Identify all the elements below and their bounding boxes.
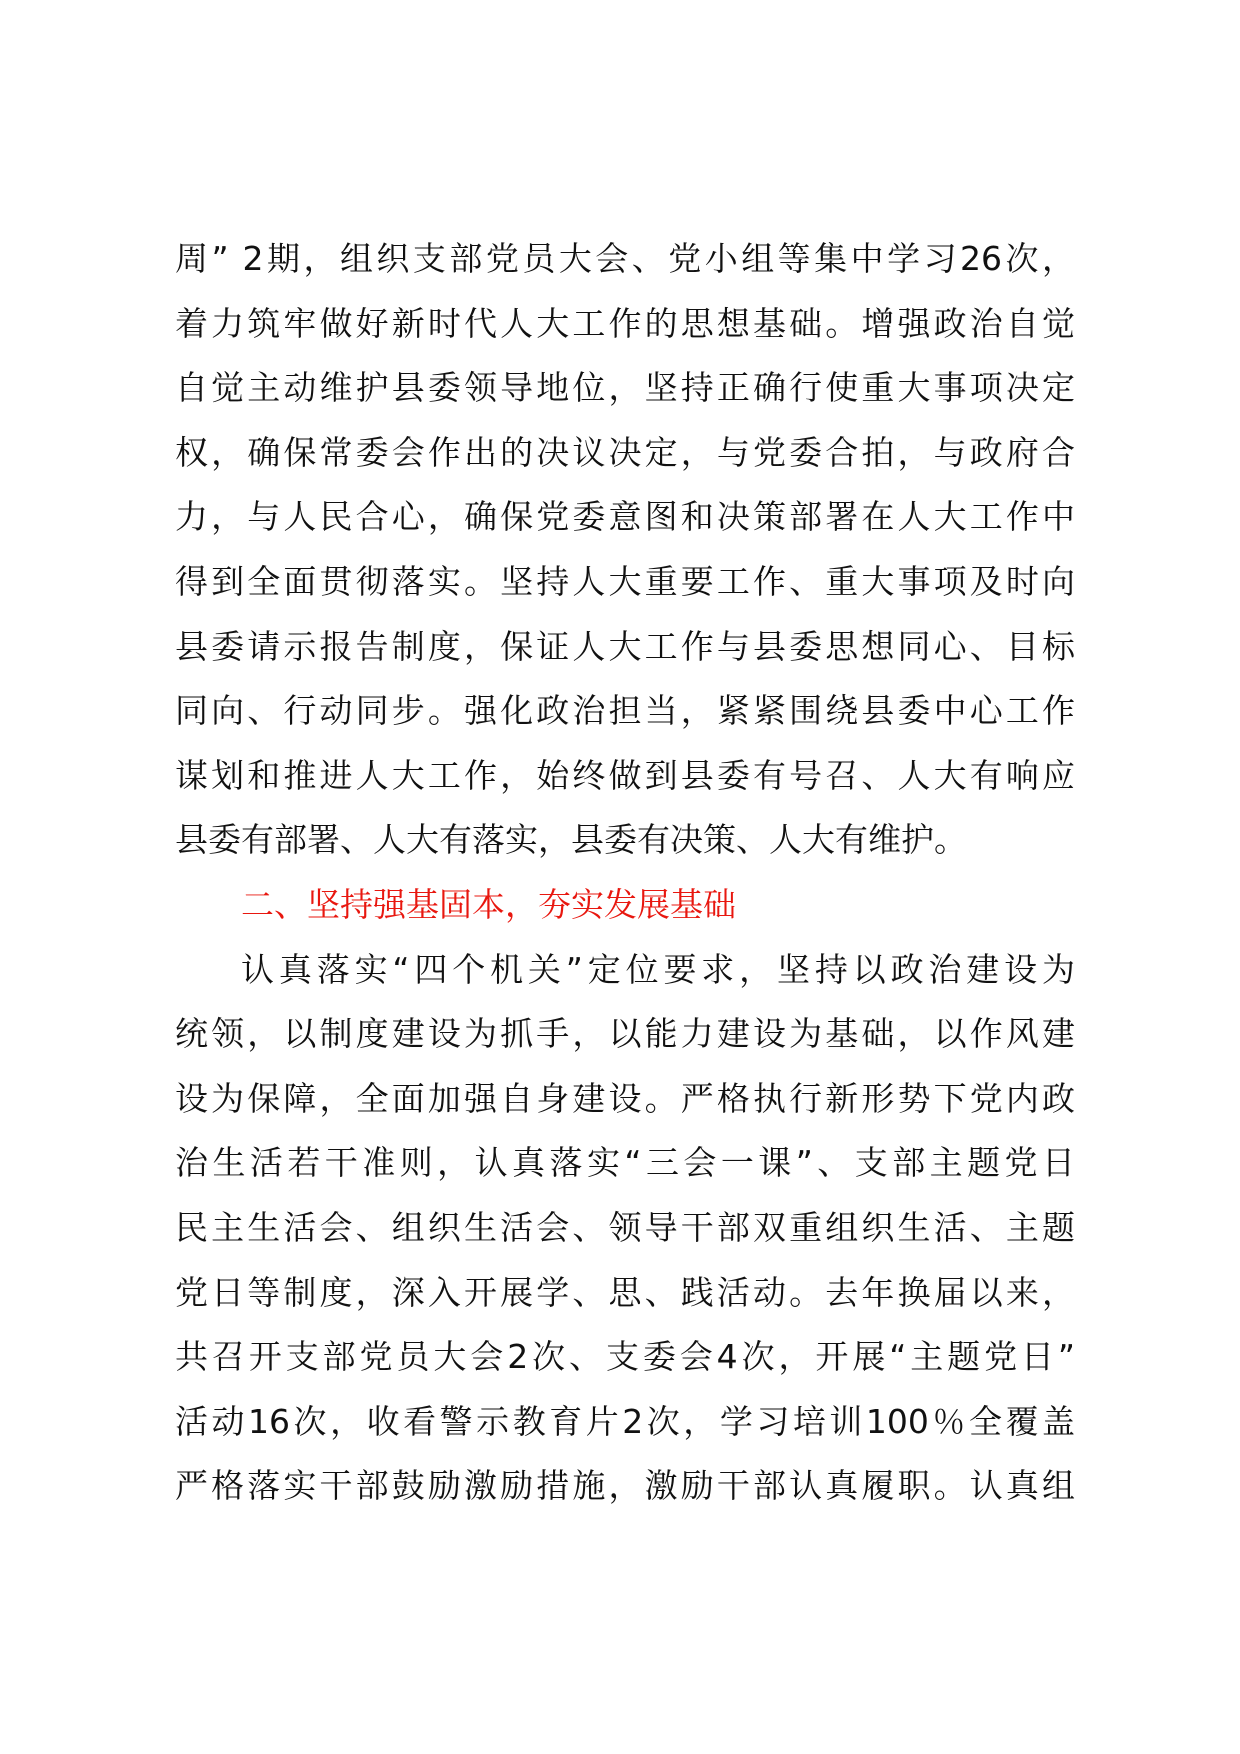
paragraph-line: 党日等制度，深入开展学、思、践活动。去年换届以来， bbox=[175, 1272, 1075, 1312]
paragraph-line: 力，与人民合心，确保党委意图和决策部署在人大工作中 bbox=[175, 497, 1075, 537]
paragraph-line: 周” 2期，组织支部党员大会、党小组等集中学习26次， bbox=[175, 239, 1075, 278]
paragraph-line: 县委请示报告制度，保证人大工作与县委思想同心、目标 bbox=[175, 626, 1075, 666]
paragraph-line: 自觉主动维护县委领导地位，坚持正确行使重大事项决定 bbox=[175, 368, 1075, 408]
paragraph-line: 统领，以制度建设为抓手，以能力建设为基础，以作风建 bbox=[175, 1014, 1075, 1054]
section-heading: 二、坚持强基固本，夯实发展基础 bbox=[241, 884, 736, 924]
paragraph-line: 严格落实干部鼓励激励措施，激励干部认真履职。认真组 bbox=[175, 1466, 1075, 1506]
paragraph-line: 认真落实“四个机关”定位要求，坚持以政治建设为 bbox=[241, 949, 1075, 989]
paragraph-line: 权，确保常委会作出的决议决定，与党委合拍，与政府合 bbox=[175, 432, 1075, 472]
paragraph-line: 设为保障，全面加强自身建设。严格执行新形势下党内政 bbox=[175, 1078, 1075, 1118]
paragraph-line: 民主生活会、组织生活会、领导干部双重组织生活、主题 bbox=[175, 1207, 1075, 1247]
paragraph-line: 县委有部署、人大有落实，县委有决策、人大有维护。 bbox=[175, 820, 967, 860]
paragraph-line: 活动16次，收看警示教育片2次，学习培训100％全覆盖 bbox=[175, 1401, 1075, 1441]
paragraph-line: 着力筑牢做好新时代人大工作的思想基础。增强政治自觉 bbox=[175, 303, 1075, 343]
paragraph-line: 得到全面贯彻落实。坚持人大重要工作、重大事项及时向 bbox=[175, 561, 1075, 601]
paragraph-line: 同向、行动同步。强化政治担当，紧紧围绕县委中心工作 bbox=[175, 691, 1075, 731]
paragraph-line: 共召开支部党员大会2次、支委会4次，开展“主题党日” bbox=[175, 1337, 1075, 1377]
paragraph-line: 谋划和推进人大工作，始终做到县委有号召、人大有响应 bbox=[175, 755, 1075, 795]
paragraph-line: 治生活若干准则，认真落实“三会一课”、支部主题党日 bbox=[175, 1143, 1075, 1183]
document-body bbox=[175, 237, 1075, 1529]
